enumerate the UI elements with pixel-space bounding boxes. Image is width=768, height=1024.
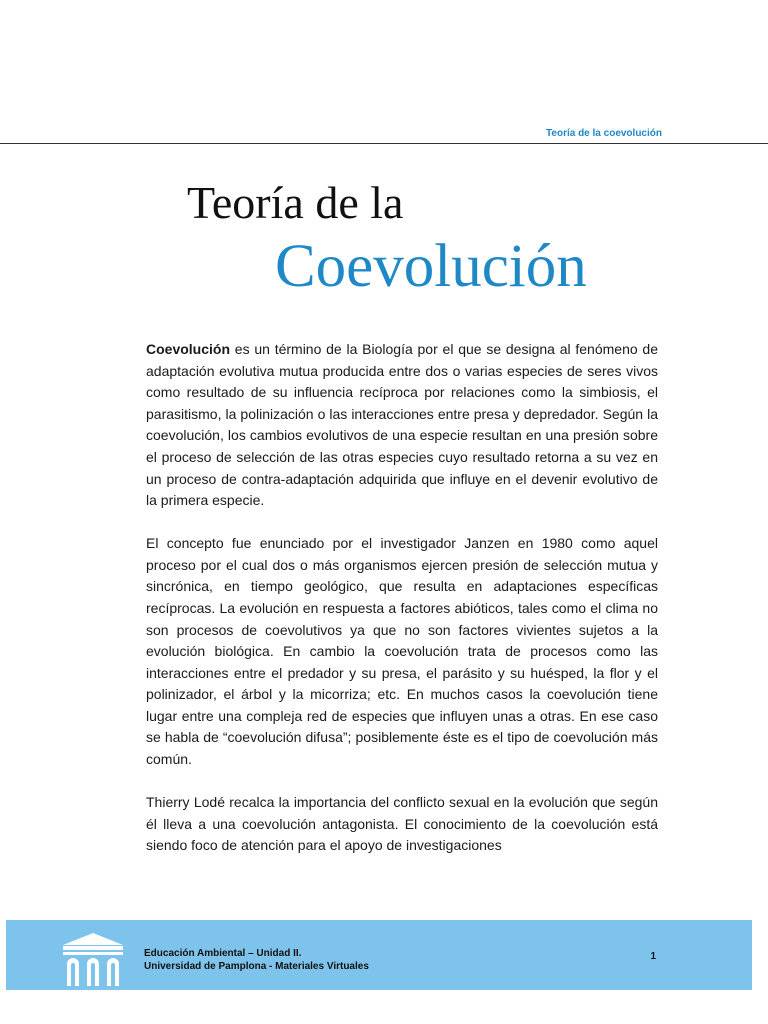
page-title-line1: Teoría de la bbox=[187, 177, 404, 228]
page-title-line2: Coevolución bbox=[275, 233, 587, 300]
footer-line-university: Universidad de Pamplona - Materiales Virtuales bbox=[144, 960, 369, 972]
page-number: 1 bbox=[650, 951, 656, 962]
footer-credits bbox=[144, 948, 369, 973]
paragraph-1-lead-term: Coevolución bbox=[146, 341, 231, 357]
paragraph-3: Thierry Lodé recalca la importancia del conflicto sexual en la evolución que según él lleva a una coevolución antagonista. El conocimiento de la coevolución está siendo foco de atención para el apoyo de investigaciones bbox=[146, 794, 658, 854]
paragraph-2: El concepto fue enunciado por el investigador Janzen en 1980 como aquel proceso por el cual dos o más organismos ejercen presión de selección mutua y sincrónica, en tiempo geológico, que resulta en adaptaciones específicas recíprocas. La evolución en respuesta a factores abióticos, tales como el clima no son procesos de coevolutivos ya que no son factores vivientes sujetos a la evolución biológica. En cambio la coevolución trata de procesos como las interacciones entre el predador y su presa, el parásito y su huésped, la flor y el polinizador, el árbol y la micorriza; etc. En muchos casos la coevolución tiene lugar entre una compleja red de especies que influyen unas a otras. En ese caso se habla de “coevolución difusa”; posiblemente éste es el tipo de coevolución más común. bbox=[146, 535, 658, 768]
body-text bbox=[146, 339, 658, 878]
paragraph-1 bbox=[146, 339, 658, 512]
footer-line-course: Educación Ambiental – Unidad II. bbox=[144, 948, 302, 959]
header-divider bbox=[0, 143, 768, 144]
paragraph-1-text: es un término de la Biología por el que se designa al fenómeno de adaptación evolutiva mutua producida entre dos o varias especies de seres vivos como resultado de su influencia recíproca por relaciones como la simbiosis, el parasitismo, la polinización o las interacciones entre presa y depredador. Según la coevolución, los cambios evolutivos de una especie resultan en una presión sobre el proceso de selección de las otras especies cuyo resultado retorna a su vez en un proceso de contra-adaptación adquirida que influye en el devenir evolutivo de la primera especie. bbox=[146, 341, 658, 509]
university-building-icon bbox=[61, 930, 125, 986]
running-header-title: Teoría de la coevolución bbox=[546, 128, 662, 139]
page-footer bbox=[6, 920, 752, 990]
